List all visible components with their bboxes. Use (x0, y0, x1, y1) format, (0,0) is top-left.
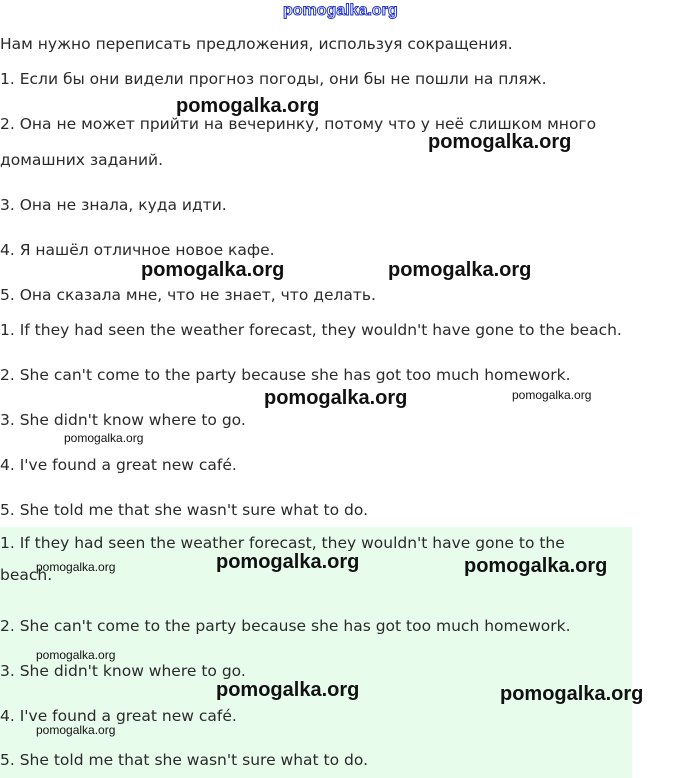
watermark: pomogalka.org (36, 560, 116, 574)
watermark: pomogalka.org (428, 131, 572, 153)
translation-3: 3. She didn't know where to go. (0, 411, 246, 429)
answer-1: 1. If they had seen the weather forecast, they wouldn't have gone to the beach. (0, 534, 565, 584)
answer-3: 3. She didn't know where to go. (0, 662, 246, 680)
answer-4: 4. I've found a great new café. (0, 707, 237, 725)
translation-4: 4. I've found a great new café. (0, 456, 237, 474)
watermark: pomogalka.org (388, 259, 532, 281)
task-text: Нам нужно переписать предложения, используя сокращения. (0, 35, 513, 53)
watermark: pomogalka.org (141, 259, 285, 281)
watermark: pomogalka.org (264, 387, 408, 409)
translation-5: 5. She told me that she wasn't sure what to do. (0, 501, 369, 519)
header-watermark: pomogalka.org (283, 2, 398, 19)
original-sentence-2: 2. Она не может прийти на вечеринку, потому что у неё слишком много домашних заданий. (0, 115, 597, 169)
watermark: pomogalka.org (216, 679, 360, 701)
watermark: pomogalka.org (176, 95, 320, 117)
original-sentence-5: 5. Она сказала мне, что не знает, что делать. (0, 286, 376, 304)
watermark: pomogalka.org (64, 431, 144, 445)
watermark: pomogalka.org (36, 723, 116, 737)
watermark: pomogalka.org (512, 388, 592, 402)
answer-5: 5. She told me that she wasn't sure what to do. (0, 751, 369, 769)
translation-2: 2. She can't come to the party because she has got too much homework. (0, 366, 571, 384)
watermark: pomogalka.org (216, 551, 360, 573)
original-sentence-1: 1. Если бы они видели прогноз погоды, они бы не пошли на пляж. (0, 70, 547, 88)
original-sentence-3: 3. Она не знала, куда идти. (0, 196, 227, 214)
answer-2: 2. She can't come to the party because she has got too much homework. (0, 617, 571, 635)
watermark: pomogalka.org (464, 555, 608, 577)
watermark: pomogalka.org (500, 683, 644, 705)
original-sentence-4: 4. Я нашёл отличное новое кафе. (0, 241, 275, 259)
watermark: pomogalka.org (36, 648, 116, 662)
translation-1: 1. If they had seen the weather forecast, they wouldn't have gone to the beach. (0, 321, 622, 339)
